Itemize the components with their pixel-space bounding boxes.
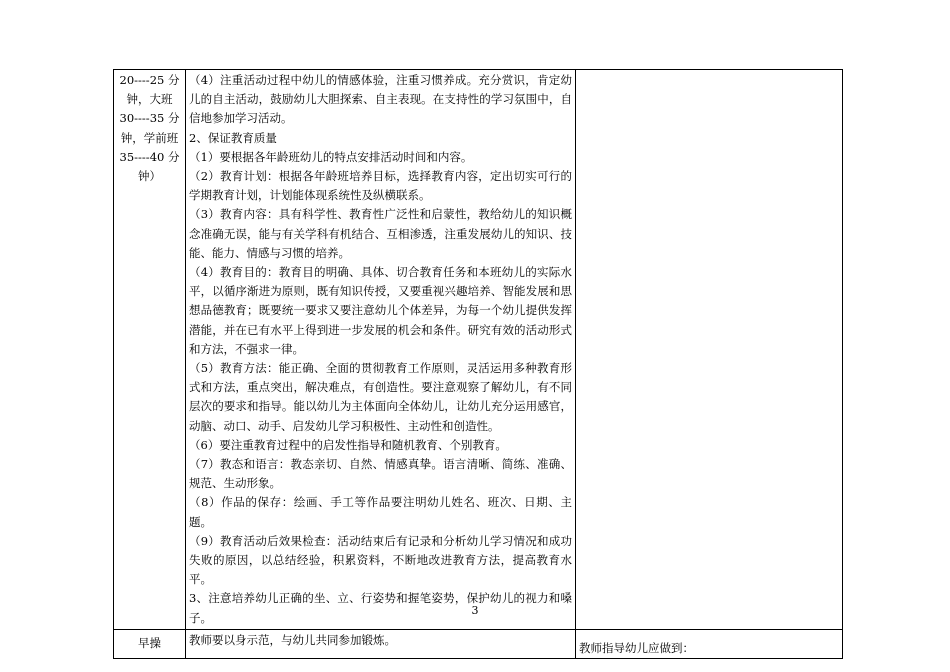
guidance-cell — [576, 70, 843, 630]
paragraph: （3）教育内容：具有科学性、教育性广泛性和启蒙性，教给幼儿的知识概念准确无误，能与有关学科有机结合、互相渗透，注重发展幼儿的知识、技能、能力、情感与习惯的培养。 — [189, 207, 572, 260]
paragraph: 2、保证教育质量 — [189, 130, 277, 145]
paragraph: （2）教育计划：根据各年龄班培养目标，选择教育内容，定出切实可行的学期教育计划，计划能体现系统性及纵横联系。 — [189, 169, 572, 203]
paragraph: （8）作品的保存：绘画、手工等作品要注明幼儿姓名、班次、日期、主题。 — [189, 495, 572, 529]
paragraph: 3、注意培养幼儿正确的坐、立、行姿势和握笔姿势，保护幼儿的视力和嗓子。 — [189, 591, 572, 625]
paragraph: （4）注重活动过程中幼儿的情感体验，注重习惯养成。充分赏识，肯定幼儿的自主活动，鼓励幼儿大胆探索、自主表现。在支持性的学习氛围中，自信地参加学习活动。 — [189, 73, 572, 126]
paragraph: （6）要注重教育过程中的启发性指导和随机教育、个别教育。 — [189, 437, 507, 452]
paragraph: （7）教态和语言：教态亲切、自然、情感真挚。语言清晰、简练、准确、规范、生动形象。 — [189, 457, 572, 491]
content-cell — [186, 629, 576, 658]
regulation-table — [113, 69, 843, 659]
content-cell — [186, 70, 576, 630]
paragraph: 教师要以身示范，与幼儿共同参加锻炼。 — [189, 632, 396, 647]
guidance-cell — [576, 629, 843, 658]
activity-label: 早操 — [138, 636, 161, 651]
guidance-text: 教师指导幼儿应做到： — [579, 640, 694, 655]
table-row — [114, 629, 843, 658]
table-row — [114, 70, 843, 630]
paragraph: （1）要根据各年龄班幼儿的特点安排活动时间和内容。 — [189, 149, 473, 164]
page-number: 3 — [471, 604, 479, 617]
paragraph: （9）教育活动后效果检查：活动结束后有记录和分析幼儿学习情况和成功失败的原因，以总结经验，积累资料，不断地改进教育方法，提高教育水平。 — [189, 533, 572, 587]
time-text: 20----25 分钟，大班 30----35 分钟，学前班 35----40 分钟） — [119, 73, 180, 184]
paragraph: （5）教育方法：能正确、全面的贯彻教育工作原则，灵活运用多种教育形式和方法，重点突出，解决难点，有创造性。要注意观察了解幼儿，有不同层次的要求和指导。能以幼儿为主体面向全体幼儿，让幼儿充分运用感官，动脑、动口、动手、启发幼儿学习积极性、主动性和创造性。 — [189, 361, 572, 433]
paragraph: （4）教育目的：教育目的明确、具体、切合教育任务和本班幼儿的实际水平，以循序渐进为原则，既有知识传授，又要重视兴趣培养、智能发展和思想品德教育；既要统一要求又要注意幼儿个体差异，为每一个幼儿提供发挥潜能，并在已有水平上得到进一步发展的机会和条件。研究有效的活动形式和方法，不强求一律。 — [189, 265, 572, 356]
activity-cell — [114, 629, 186, 658]
time-cell — [114, 70, 186, 630]
